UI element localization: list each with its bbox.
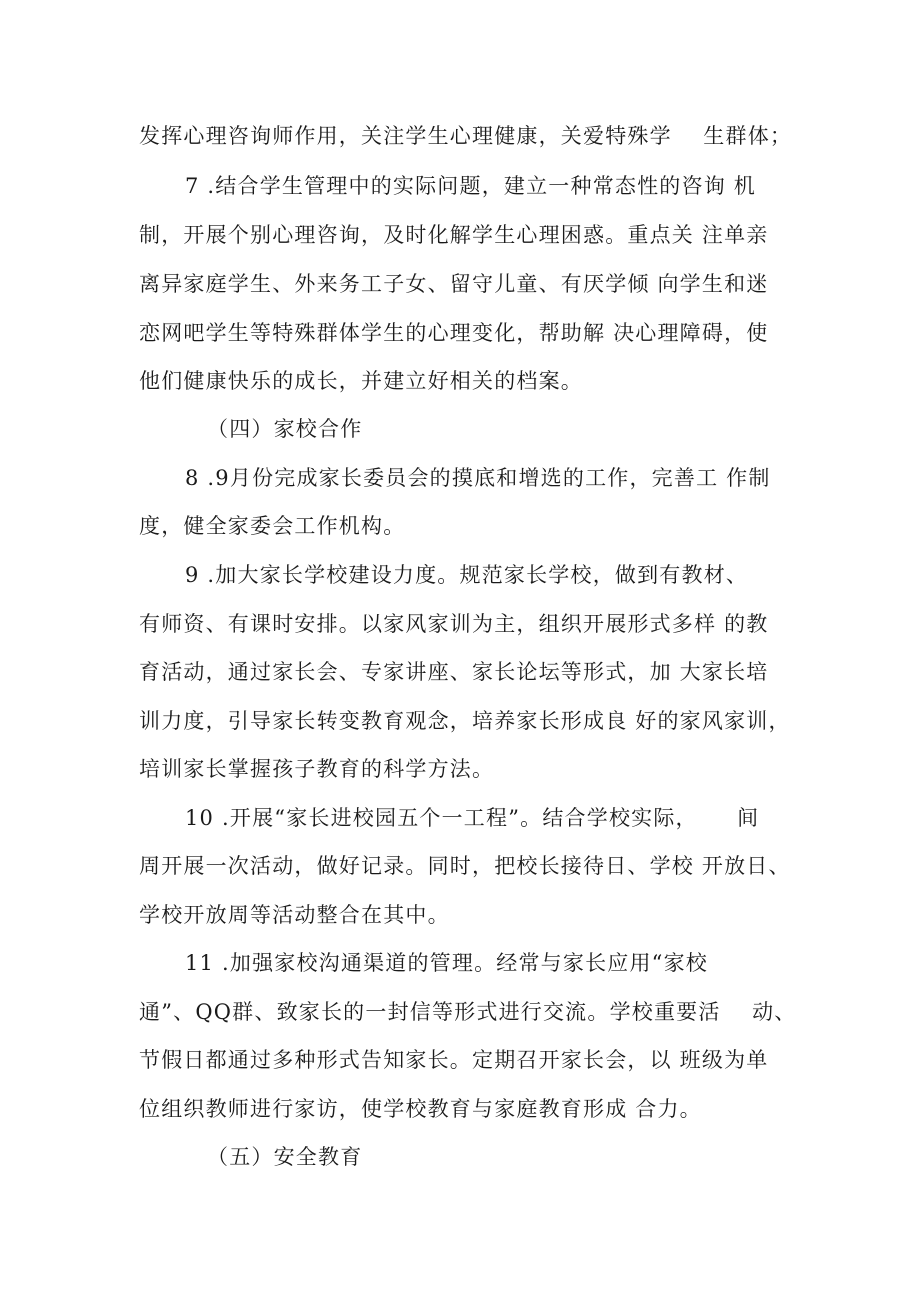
- text-line: 训力度，引导家长转变教育观念，培养家长形成良 好的家风家训，: [139, 709, 791, 733]
- text-line: 培训家长掌握孩子教育的科学方法。: [139, 757, 495, 781]
- text-line: 有师资、有课时安排。以家风家训为主，组织开展形式多样 的教: [139, 612, 769, 636]
- text-line: 学校开放周等活动整合在其中。: [139, 903, 450, 927]
- text-line: 通”、QQ群、致家长的一封信等形式进行交流。学校重要活 动、: [139, 1000, 797, 1024]
- text-line: 制，开展个别心理咨询，及时化解学生心理困惑。重点关 注单亲: [139, 223, 769, 247]
- section-heading: （四）家校合作: [207, 417, 363, 441]
- text-line: 7 .结合学生管理中的实际问题，建立一种常态性的咨询 机: [185, 174, 756, 198]
- text-line: 8 .9月份完成家长委员会的摸底和增选的工作，完善工 作制: [185, 466, 771, 490]
- text-line: 他们健康快乐的成长，并建立好相关的档案。: [139, 369, 583, 393]
- text-line: 恋网吧学生等特殊群体学生的心理变化，帮助解 决心理障碍，使: [139, 321, 769, 345]
- text-line: 离异家庭学生、外来务工子女、留守儿童、有厌学倾 向学生和迷: [139, 272, 769, 296]
- text-line: 育活动，通过家长会、专家讲座、家长论坛等形式，加 大家长培: [139, 660, 769, 684]
- text-line: 周开展一次活动，做好记录。同时，把校长接待日、学校 开放日、: [139, 854, 791, 878]
- text-line: 度，健全家委会工作机构。: [139, 514, 406, 538]
- text-line: 11 .加强家校沟通渠道的管理。经常与家长应用“家校: [185, 951, 709, 975]
- text-line: 发挥心理咨询师作用，关注学生心理健康，关爱特殊学 生群体；: [139, 124, 793, 148]
- text-line: 9 .加大家长学校建设力度。规范家长学校，做到有教材、: [185, 563, 749, 587]
- text-line: 位组织教师进行家访，使学校教育与家庭教育形成 合力。: [139, 1097, 702, 1121]
- text-line: 节假日都通过多种形式告知家长。定期召开家长会，以 班级为单: [139, 1048, 769, 1072]
- text-line: 10 .开展“家长进校园五个一工程”。结合学校实际， 间: [185, 806, 760, 830]
- section-heading: （五）安全教育: [207, 1145, 363, 1169]
